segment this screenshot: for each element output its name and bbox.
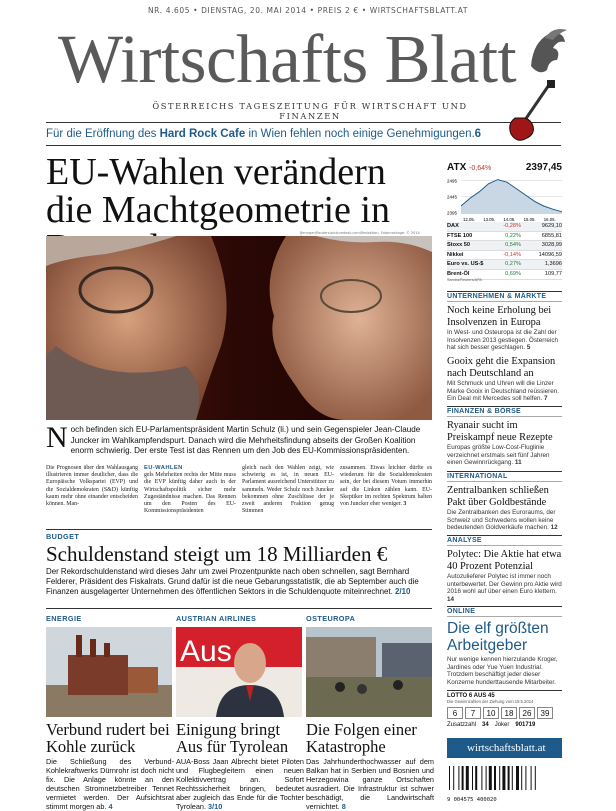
barcode-bar <box>453 766 454 790</box>
market-row <box>447 251 562 261</box>
zusatz-value: 34 <box>482 722 489 728</box>
market-name: Stoxx 50 <box>447 242 471 249</box>
article-zentralbanken-body: Die Zentralbanken des Euroraums, der Schweiz und Schwedens wollen keine bedeutenden Goldverkäufe machen. <box>447 509 556 532</box>
section-unternehmen: UNTERNEHMEN & MÄRKTE <box>447 291 562 302</box>
market-name: FTSE 100 <box>447 232 473 239</box>
market-value: 9629,10 <box>541 223 562 229</box>
barcode-bar <box>508 766 510 790</box>
card-label: OSTEUROPA <box>306 614 356 623</box>
barcode-bar <box>531 766 532 790</box>
card-text <box>46 757 174 811</box>
market-value: 3028,99 <box>541 242 562 249</box>
divider <box>46 608 432 609</box>
barcode-bar <box>499 766 500 790</box>
mercury-logo-icon <box>527 26 569 86</box>
article-zentralbanken-page: 12 <box>550 524 558 532</box>
budget-headline[interactable]: Schuldenstand steigt um 18 Milliarden € <box>46 542 388 566</box>
teaser-post: in Wien fehlen noch einige Genehmigungen. <box>248 128 475 140</box>
barcode-bar <box>458 766 459 790</box>
market-name: Euro vs. US-$ <box>447 261 484 268</box>
article-ryanair-headline[interactable]: Ryanair sucht im Preiskampf neue Rezepte <box>447 420 553 443</box>
barcode-bar <box>466 766 469 790</box>
atx-header <box>447 162 562 176</box>
albrecht-photo <box>176 627 302 717</box>
article-ryanair-text <box>447 444 562 467</box>
article-zentralbanken-text <box>447 509 562 532</box>
article-polytec-text <box>447 573 562 604</box>
market-source: Sandra/Reuters/APA <box>447 278 482 282</box>
photo-credit: Beringer/Reuters/picturedesk.com/Redaktion, Fotomontage: © 2014 <box>300 231 420 235</box>
barcode-bar <box>521 766 522 790</box>
x-tick-label: 14.05. <box>503 217 516 222</box>
market-row <box>447 222 562 232</box>
column-2 <box>144 465 236 537</box>
budget-page: 2/10 <box>395 587 411 596</box>
card-headline: Verbund rudert bei Kohle zurück <box>46 720 170 756</box>
barcode-bar <box>475 766 477 790</box>
y-tick-label: 2395 <box>447 210 458 216</box>
zusatz-label: Zusatzzahl <box>447 722 477 728</box>
card-page: 4 <box>108 802 113 811</box>
guitar-icon <box>505 80 557 146</box>
lotto-number: 39 <box>537 707 553 719</box>
barcode-bar <box>494 766 496 790</box>
column-4-text: zusammen. Etwas leichter dürfte es wiederum für die Sozialdemokraten sein, der bei diesem Votum immerhin auf die Linken zählen kann. EU-Skeptiker im rechten Spektrum halten von Juncker eher weniger. <box>340 465 432 508</box>
budget-label: BUDGET <box>46 532 80 541</box>
market-name: DAX <box>447 223 459 229</box>
lead-text: och befinden sich EU-Parlamentspräsident Martin Schulz (li.) und sein Gegenspieler Jean-Claude Juncker im Wahlkampfendspurt. Danach wird die Mehrheitsfindung abseits der Großen Koalition enorm schwierig. Der erste Test ist das Rennen um den Job des EU-Kommissionspräsidenten. <box>70 425 421 455</box>
article-gooix-body: Mit Schmuck und Uhren will die Linzer Marke Gooix in Deutschland reüssieren. Ein Deal mit Mercedes soll helfen. <box>447 380 559 403</box>
column-4-page: 3 <box>403 501 407 508</box>
barcode-bar <box>481 766 482 790</box>
column-4 <box>340 465 432 537</box>
article-insolvenzen-page: 5 <box>526 344 531 352</box>
column-1: Die Prognosen über den Wahlausgang illustrieren immer deutlicher, dass die Europäische Volkspartei (EVP) und die Sozialdemokraten (S&D) künftig kaum mehr ohne einander entscheiden können. Man- <box>46 465 138 508</box>
market-value: 6855,81 <box>541 232 562 239</box>
article-gooix-headline[interactable]: Gooix geht die Expansion nach Deutschland an <box>447 356 556 379</box>
online-headline[interactable]: Die elf größten Arbeitgeber <box>447 620 549 654</box>
issue-line: NR. 4.605 • DIENSTAG, 20. MAI 2014 • PREIS 2 € • WIRTSCHAFTSBLATT.AT <box>147 6 469 15</box>
market-row <box>447 260 562 270</box>
market-row <box>447 241 562 251</box>
teaser-pre: Für die Eröffnung des <box>46 128 157 140</box>
atx-chart <box>447 176 562 222</box>
budget-body <box>46 567 432 597</box>
section-international: INTERNATIONAL <box>447 471 562 482</box>
lotto-subtitle: Die Gewinnzahlen der Ziehung vom 18.5.2014 <box>447 699 534 704</box>
section-analyse: ANALYSE <box>447 535 562 546</box>
teaser-page: 6 <box>474 128 481 140</box>
article-ryanair-body: Europas größte Low-Cost-Fluglinie verzeichnet erstmals seit fünf Jahren einen Gewinnrückgang. <box>447 444 550 467</box>
card-text-body: Das Jahrhunderthochwasser auf dem Balkan hat in Serbien und Bosnien und Herzegowina ganze Ortschaften ausradiert. Die Infrastruktur ist schwer beschädigt, die Landwirtschaft vernichtet. <box>306 757 434 811</box>
article-ryanair-page: 11 <box>514 459 522 467</box>
market-value: 1,3696 <box>544 261 562 268</box>
barcode-bar <box>486 766 487 790</box>
joker-label: Joker <box>494 722 510 728</box>
column-2-text: gels Mehrheiten rechts der Mitte muss die EVP künftig daher auch in der Wirtschaftspolitik sicher mehr Zugeständnisse machen. Das Rennen um den Posten des EU-Kommissionspräsidenten <box>144 472 236 515</box>
card-text-body: AUA-Boss Jaan Albrecht bietet Piloten und Flugbegleitern einen neuen Kollektivvertrag an. Sofort Rechtssicherheit bringen, bedeutet aber zugleich das Ende für die Tochter Tyrolean. <box>176 757 304 811</box>
site-link[interactable] <box>447 738 562 758</box>
lotto-number: 6 <box>447 707 463 719</box>
lotto-extra <box>447 722 562 728</box>
lotto-title: LOTTO 6 AUS 45 <box>447 693 495 699</box>
x-tick-label: 15.05. <box>523 217 536 222</box>
divider <box>46 529 432 530</box>
article-insolvenzen-text <box>447 329 562 352</box>
market-row <box>447 232 562 242</box>
card-headline: Einigung bringt Aus für Tyrolean <box>176 720 289 756</box>
joker-value: 901719 <box>515 722 536 728</box>
lotto-number: 26 <box>519 707 535 719</box>
article-polytec-page: 14 <box>447 596 455 604</box>
aua-sign: Aus <box>180 635 232 668</box>
barcode-bar <box>535 766 536 790</box>
x-tick-label: 16.05. <box>543 217 556 222</box>
market-value: 14096,59 <box>538 251 562 258</box>
card-text <box>306 757 434 811</box>
x-tick-label: 12.05. <box>463 217 475 222</box>
barcode-icon <box>447 766 562 792</box>
lotto-number: 10 <box>483 707 499 719</box>
card-text <box>176 757 304 811</box>
card-label: AUSTRIAN AIRLINES <box>176 614 257 623</box>
market-change: 0,22% <box>505 232 521 239</box>
teaser-bold: Hard Rock Cafe <box>159 128 246 140</box>
lotto-number: 7 <box>465 707 481 719</box>
lotto-numbers <box>447 707 562 719</box>
barcode-bar <box>502 766 505 790</box>
main-article-columns <box>46 465 432 537</box>
article-insolvenzen-body: In West- und Osteuropa ist die Zahl der Insolvenzen 2013 gestiegen. Österreich hat sich besser geschlagen. <box>447 329 558 352</box>
tagline: ÖSTERREICHS TAGESZEITUNG FÜR WIRTSCHAFT UND FINANZEN <box>152 101 468 121</box>
market-name: Nikkei <box>447 251 464 258</box>
atx-name: ATX <box>447 162 467 173</box>
section-online: ONLINE <box>447 606 562 617</box>
budget-text: Der Rekordschuldenstand wird dieses Jahr um zwei Prozentpunkte nach oben schnellen, sagt Bernhard Felderer, Präsident des Fiskalrats. Grund dafür ist die neue Gebarungsstatistik, die ab September auch die Finanzen ausgelagerter Unternehmen des öffentlichen Sektors in die Schuldenquote miteinrechnet. <box>46 567 419 596</box>
market-value: 109,77 <box>544 270 562 277</box>
lotto-box <box>447 690 562 728</box>
barcode-bar <box>512 766 513 790</box>
article-zentralbanken-headline[interactable]: Zentralbanken schließen Pakt über Goldbestände <box>447 485 549 508</box>
barcode-bar <box>489 766 492 790</box>
barcode-number: 9 004575 400020 <box>447 797 497 803</box>
atx-value: 2397,45 <box>525 162 562 173</box>
barcode-bar <box>449 766 450 790</box>
y-tick-label: 2495 <box>447 178 458 184</box>
lotto-number: 18 <box>501 707 517 719</box>
barcode-bar <box>525 766 526 790</box>
barcode-bar <box>516 766 519 790</box>
card-page: 8 <box>341 802 346 811</box>
article-insolvenzen-headline[interactable]: Noch keine Erholung bei Insolvenzen in Europa <box>447 305 552 328</box>
card-headline: Die Folgen einer Katastrophe <box>306 720 417 756</box>
market-change: -0,28% <box>503 223 521 229</box>
card-text-body: Die Schließung des Verbund-Kohlekraftwerks Dürnrohr ist doch nicht fix. Die Anlage könnte an den deutschen Stromnetzbetreiber Tennet vermietet werden. Der Aufsichtsrat stimmt morgen ab. <box>46 757 174 811</box>
atx-change: -0,64% <box>469 165 492 172</box>
article-polytec-headline[interactable]: Polytec: Die Aktie hat etwa 40 Prozent Potenzial <box>447 549 562 572</box>
masthead: Wirtschafts Blatt <box>58 21 517 97</box>
barcode-bar <box>462 766 464 790</box>
teaser-bar[interactable] <box>46 122 561 146</box>
market-table <box>447 222 562 280</box>
market-change: 0,69% <box>505 270 521 277</box>
barcode <box>447 766 562 803</box>
column-3: gleich nach den Wahlen zeigt, wie schwierig es ist, in neuen EU-Parlament ausreichend Unterstützer zu sammeln. Weder Schulz noch Juncker bekommen ohne Zuschlüsse der je zweit anderen Fraktion genug Stimmen <box>242 465 334 515</box>
politicians-photo <box>46 236 432 420</box>
flood-photo <box>306 627 432 717</box>
power-plant-photo <box>46 627 172 717</box>
column-label: EU-WAHLEN <box>144 465 183 471</box>
article-gooix-text <box>447 380 562 403</box>
market-change: 0,54% <box>505 242 521 249</box>
section-finanzen: FINANZEN & BÖRSE <box>447 406 562 417</box>
barcode-bar <box>472 766 473 790</box>
card-label: ENERGIE <box>46 614 82 623</box>
market-change: -0,14% <box>503 251 521 258</box>
x-tick-label: 13.05. <box>483 217 496 222</box>
market-change: 0,27% <box>505 261 521 268</box>
article-gooix-page: 7 <box>543 395 548 403</box>
site-url: wirtschaftsblatt.at <box>467 742 546 754</box>
drop-cap: N <box>46 421 68 454</box>
online-text: Nur wenige kennen hierzulande Kroger, Jardines oder Yue Yuen Industrial. Trotzdem beschäftigt jeder dieser Konzerne hunderttausende Mitarbeiter. <box>447 656 558 687</box>
card-page: 3/10 <box>208 802 223 811</box>
y-tick-label: 2445 <box>447 194 458 200</box>
main-headline[interactable]: EU-Wahlen verändern die Machtgeometrie in <box>46 151 390 231</box>
market-name: Brent-Öl <box>447 270 470 277</box>
lead-paragraph <box>46 421 432 457</box>
article-polytec-body: Autozulieferer Polytec ist immer noch unterbewertet. Der Gewinn pro Aktie wird 2016 wohl auf über einen Euro klettern. <box>447 573 562 596</box>
